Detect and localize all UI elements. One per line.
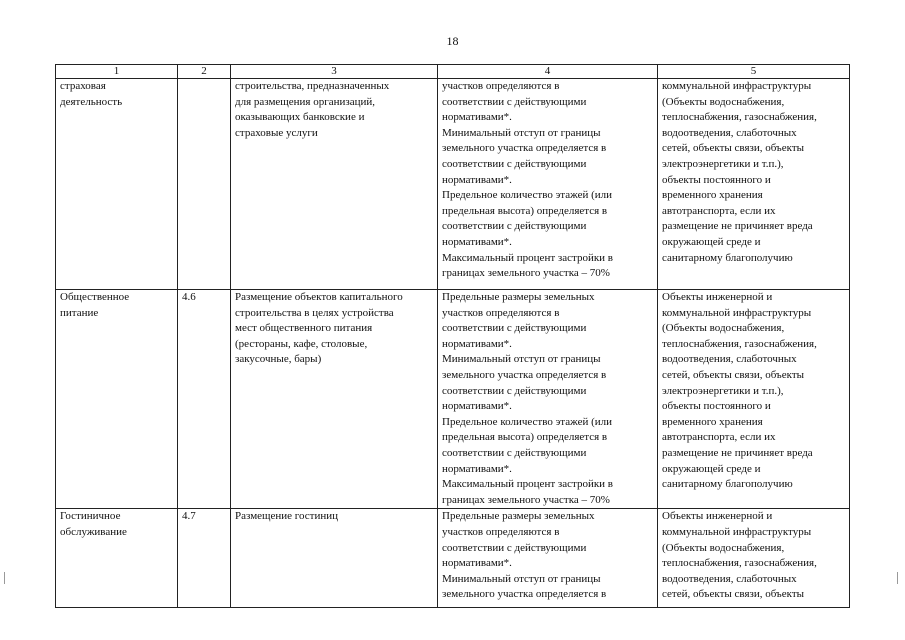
use-name-cell xyxy=(56,290,178,509)
table-row xyxy=(56,509,850,608)
use-code-cell: 4.6 xyxy=(178,290,231,509)
cell-line: страховые услуги xyxy=(235,126,318,139)
cell-line: (Объекты водоснабжения, xyxy=(662,95,785,108)
cell-line: соответствии с действующими xyxy=(442,95,587,108)
auxiliary-uses-cell xyxy=(658,290,850,509)
use-name-cell xyxy=(56,509,178,608)
scan-edge-mark-left xyxy=(4,572,5,584)
cell-line: Гостиничное xyxy=(60,510,121,523)
cell-line: объекты постоянного и xyxy=(662,173,771,186)
cell-line: Минимальный отступ от границы xyxy=(442,572,601,585)
cell-line: размещение не причиняет вреда xyxy=(662,220,813,233)
table-row xyxy=(56,290,850,509)
cell-line: мест общественного питания xyxy=(235,322,373,335)
cell-line: соответствии с действующими xyxy=(442,322,587,335)
cell-line: предельная высота) определяется в xyxy=(442,204,608,217)
auxiliary-uses-cell xyxy=(658,509,850,608)
cell-line: нормативами*. xyxy=(442,400,512,413)
use-description-cell xyxy=(231,509,438,608)
header-row xyxy=(56,65,850,79)
cell-line: электроэнергетики и т.п.), xyxy=(662,157,784,170)
cell-line: теплоснабжения, газоснабжения, xyxy=(662,557,817,570)
page-number: 18 xyxy=(446,34,459,48)
col-header-5: 5 xyxy=(658,65,850,79)
cell-line: теплоснабжения, газоснабжения, xyxy=(662,337,817,350)
cell-line: закусочные, бары) xyxy=(235,353,322,366)
cell-line: Общественное xyxy=(60,291,130,303)
cell-line: временного хранения xyxy=(662,415,763,428)
cell-line: (рестораны, кафе, столовые, xyxy=(235,337,368,350)
cell-line: страховая xyxy=(60,80,106,92)
cell-line: водоотведения, слаботочных xyxy=(662,572,797,585)
cell-line: Объекты инженерной и xyxy=(662,291,773,303)
cell-line: сетей, объекты связи, объекты xyxy=(662,142,805,155)
cell-line: предельная высота) определяется в xyxy=(442,431,608,444)
use-code-cell: 4.7 xyxy=(178,509,231,608)
cell-line: нормативами*. xyxy=(442,111,512,124)
cell-line: Предельные размеры земельных xyxy=(442,291,595,303)
cell-line: окружающей среде и xyxy=(662,462,761,475)
cell-line: нормативами*. xyxy=(442,557,512,570)
cell-line: размещение не причиняет вреда xyxy=(662,446,813,459)
cell-line: теплоснабжения, газоснабжения, xyxy=(662,111,817,124)
cell-line: Размещение гостиниц xyxy=(235,510,339,523)
cell-line: Предельные размеры земельных xyxy=(442,510,595,523)
cell-line: водоотведения, слаботочных xyxy=(662,353,797,366)
cell-line: водоотведения, слаботочных xyxy=(662,126,797,139)
cell-line: Минимальный отступ от границы xyxy=(442,126,601,139)
cell-line: (Объекты водоснабжения, xyxy=(662,541,785,554)
zoning-table xyxy=(55,64,850,608)
use-description-cell xyxy=(231,290,438,509)
cell-line: Объекты инженерной и xyxy=(662,510,773,523)
cell-line: автотранспорта, если их xyxy=(662,204,776,217)
cell-line: коммунальной инфраструктуры xyxy=(662,306,812,319)
cell-line: Предельное количество этажей (или xyxy=(442,189,613,202)
scan-edge-mark-right xyxy=(897,572,898,584)
cell-line: соответствии с действующими xyxy=(442,157,587,170)
cell-line: деятельность xyxy=(60,95,123,108)
cell-line: для размещения организаций, xyxy=(235,95,376,108)
cell-line: объекты постоянного и xyxy=(662,400,771,413)
cell-line: соответствии с действующими xyxy=(442,446,587,459)
parameters-cell xyxy=(438,79,658,290)
table-row xyxy=(56,79,850,290)
auxiliary-uses-cell xyxy=(658,79,850,290)
cell-line: санитарному благополучию xyxy=(662,478,793,491)
cell-line: Предельное количество этажей (или xyxy=(442,415,613,428)
cell-line: автотранспорта, если их xyxy=(662,431,776,444)
cell-line: земельного участка определяется в xyxy=(442,588,607,601)
cell-line: участков определяются в xyxy=(442,80,560,92)
cell-line: строительства в целях устройства xyxy=(235,306,394,319)
cell-line: границах земельного участка – 70% xyxy=(442,267,610,280)
cell-line: соответствии с действующими xyxy=(442,541,587,554)
use-description-cell xyxy=(231,79,438,290)
cell-line: нормативами*. xyxy=(442,235,512,248)
parameters-cell xyxy=(438,290,658,509)
cell-line: границах земельного участка – 70% xyxy=(442,493,610,506)
cell-line: Размещение объектов капитального xyxy=(235,291,403,303)
cell-line: питание xyxy=(60,306,99,319)
cell-line: Минимальный отступ от границы xyxy=(442,353,601,366)
cell-line: санитарному благополучию xyxy=(662,251,793,264)
cell-line: Максимальный процент застройки в xyxy=(442,251,613,264)
cell-line: Максимальный процент застройки в xyxy=(442,478,613,491)
cell-line: нормативами*. xyxy=(442,337,512,350)
cell-line: оказывающих банковские и xyxy=(235,111,365,124)
cell-line: участков определяются в xyxy=(442,525,560,538)
cell-line: участков определяются в xyxy=(442,306,560,319)
cell-line: обслуживание xyxy=(60,525,127,538)
col-header-4: 4 xyxy=(438,65,658,79)
col-header-3: 3 xyxy=(231,65,438,79)
cell-line: сетей, объекты связи, объекты xyxy=(662,368,805,381)
cell-line: коммунальной инфраструктуры xyxy=(662,80,812,92)
col-header-1: 1 xyxy=(56,65,178,79)
cell-line: электроэнергетики и т.п.), xyxy=(662,384,784,397)
cell-line: земельного участка определяется в xyxy=(442,142,607,155)
cell-line: сетей, объекты связи, объекты xyxy=(662,588,805,601)
cell-line: земельного участка определяется в xyxy=(442,368,607,381)
cell-line: временного хранения xyxy=(662,189,763,202)
use-code-cell xyxy=(178,79,231,290)
cell-line: соответствии с действующими xyxy=(442,384,587,397)
parameters-cell xyxy=(438,509,658,608)
cell-line: соответствии с действующими xyxy=(442,220,587,233)
cell-line: нормативами*. xyxy=(442,462,512,475)
cell-line: коммунальной инфраструктуры xyxy=(662,525,812,538)
cell-line: строительства, предназначенных xyxy=(235,80,390,92)
cell-line: (Объекты водоснабжения, xyxy=(662,322,785,335)
cell-line: нормативами*. xyxy=(442,173,512,186)
col-header-2: 2 xyxy=(178,65,231,79)
cell-line: окружающей среде и xyxy=(662,235,761,248)
use-name-cell xyxy=(56,79,178,290)
